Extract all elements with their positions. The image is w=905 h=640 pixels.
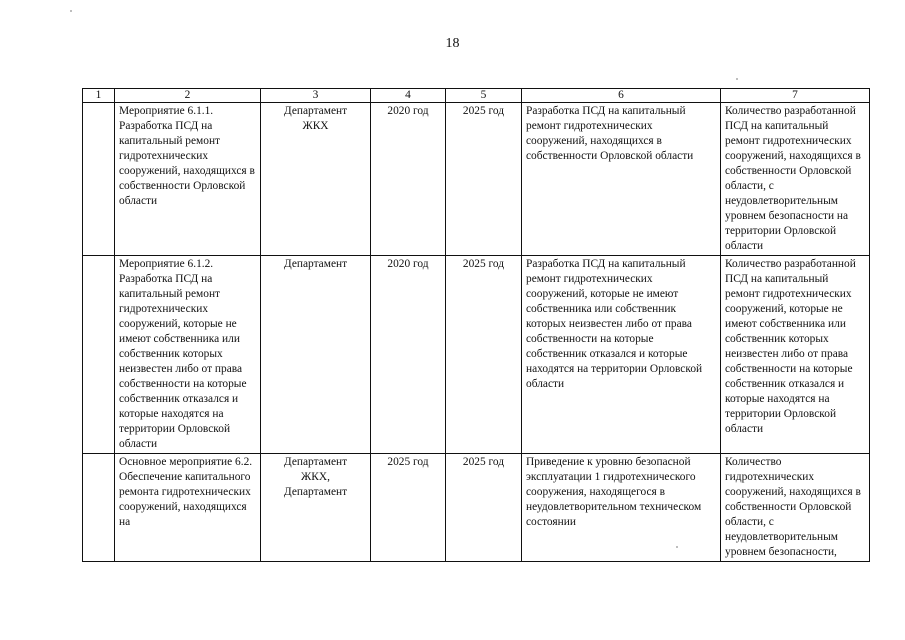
column-header: 4 xyxy=(371,89,446,103)
activity-cell: Мероприятие 6.1.2. Разработка ПСД на капитальный ремонт гидротехнических сооружений, которые не имеют собственника или собственник которых неизвестен либо от права собственности на которые собственник отказался и которые находятся на территории Орловской области xyxy=(115,256,261,454)
result-cell: Разработка ПСД на капитальный ремонт гидротехнических сооружений, которые не имеют собственника или собственник которых неизвестен либо от права собственности на которые собственник отказался и которые находятся на территории Орловской области xyxy=(522,256,721,454)
executor-line: Департамент xyxy=(283,105,348,117)
result-cell: Разработка ПСД на капитальный ремонт гидротехнических сооружений, находящихся в собственности Орловской области xyxy=(522,103,721,256)
start-year-cell: 2020 год xyxy=(371,256,446,454)
row-number-cell xyxy=(83,103,115,256)
result-cell: Приведение к уровню безопасной эксплуатации 1 гидротехнического сооружения, находящегося в неудовлетворительном техническом состоянии xyxy=(522,454,721,562)
executor-line: Департамент xyxy=(283,456,348,468)
page-number: 18 xyxy=(445,36,460,51)
end-year-cell: 2025 год xyxy=(446,256,522,454)
column-header: 1 xyxy=(83,89,115,103)
scan-speck xyxy=(676,546,678,548)
activity-cell: Основное мероприятие 6.2. Обеспечение капитального ремонта гидротехнических сооружений, находящихся на xyxy=(115,454,261,562)
table-row xyxy=(83,454,870,562)
executor-line: Департамент xyxy=(283,258,348,270)
scan-speck xyxy=(70,10,72,12)
executor-cell xyxy=(261,256,371,454)
column-header: 5 xyxy=(446,89,522,103)
column-header: 3 xyxy=(261,89,371,103)
column-header: 7 xyxy=(721,89,870,103)
table-header-row xyxy=(83,89,870,103)
row-number-cell xyxy=(83,256,115,454)
program-table xyxy=(82,88,870,562)
executor-line: Департамент xyxy=(283,486,348,498)
executor-cell xyxy=(261,103,371,256)
activity-cell: Мероприятие 6.1.1. Разработка ПСД на капитальный ремонт гидротехнических сооружений, находящихся в собственности Орловской области xyxy=(115,103,261,256)
executor-cell xyxy=(261,454,371,562)
column-header: 6 xyxy=(522,89,721,103)
end-year-cell: 2025 год xyxy=(446,103,522,256)
start-year-cell: 2025 год xyxy=(371,454,446,562)
executor-line: ЖКХ, xyxy=(301,471,330,483)
table-row xyxy=(83,256,870,454)
table-row xyxy=(83,103,870,256)
scan-speck xyxy=(736,78,738,80)
indicator-cell: Количество гидротехнических сооружений, находящихся в собственности Орловской области, с неудовлетворительным уровнем безопасности, xyxy=(721,454,870,562)
column-header: 2 xyxy=(115,89,261,103)
row-number-cell xyxy=(83,454,115,562)
start-year-cell: 2020 год xyxy=(371,103,446,256)
indicator-cell: Количество разработанной ПСД на капитальный ремонт гидротехнических сооружений, которые не имеют собственника или собственник которых неизвестен либо от права собственности на которые собственник отказался и которые находятся на территории Орловской области xyxy=(721,256,870,454)
executor-line: ЖКХ xyxy=(302,120,329,132)
end-year-cell: 2025 год xyxy=(446,454,522,562)
indicator-cell: Количество разработанной ПСД на капитальный ремонт гидротехнических сооружений, находящихся в собственности Орловской области, с неудовлетворительным уровнем безопасности на территории Орловской области xyxy=(721,103,870,256)
